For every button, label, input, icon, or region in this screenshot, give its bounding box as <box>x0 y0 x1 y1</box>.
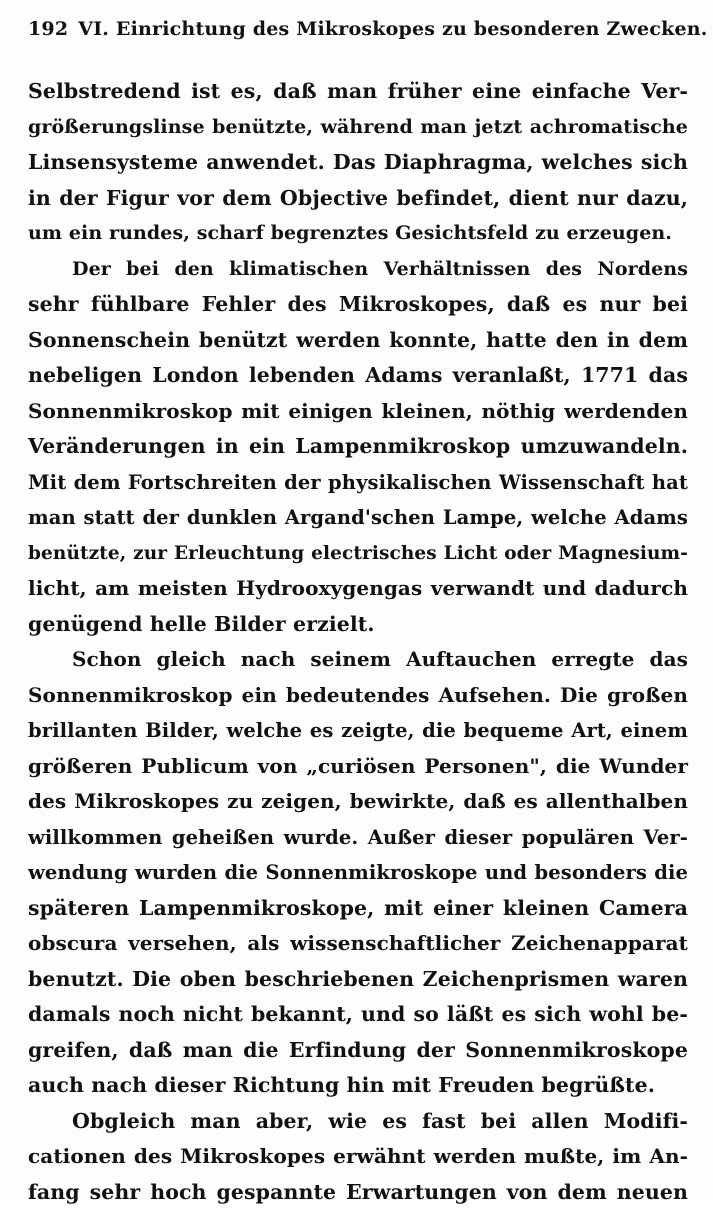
text-line: wendung wurden die Sonnenmikroskope und besonders die <box>28 855 688 891</box>
text-line: damals noch nicht bekannt, und so läßt es sich wohl be- <box>28 997 688 1033</box>
text-line: Sonnenmikroskop mit einigen kleinen, nöthig werdenden <box>28 394 688 430</box>
text-line: Linsensysteme anwendet. Das Diaphragma, welches sich <box>28 145 688 181</box>
text-line: späteren Lampenmikroskope, mit einer kleinen Camera <box>28 891 688 927</box>
text-line: man statt der dunklen Argand'schen Lampe, welche Adams <box>28 500 688 536</box>
text-line: Sonnenmikroskop ein bedeutendes Aufsehen. Die großen <box>28 678 688 714</box>
text-line: brillanten Bilder, welche es zeigte, die bequeme Art, einem <box>28 713 688 749</box>
text-line: benutzt. Die oben beschriebenen Zeichenprismen waren <box>28 962 688 998</box>
text-line: um ein rundes, scharf begrenztes Gesichtsfeld zu erzeugen. <box>28 216 688 252</box>
text-line: sehr fühlbare Fehler des Mikroskopes, daß es nur bei <box>28 287 688 323</box>
body-text <box>28 74 688 1210</box>
text-line: Der bei den klimatischen Verhältnissen des Nordens <box>28 252 688 288</box>
text-line: greifen, daß man die Erfindung der Sonnenmikroskope <box>28 1033 688 1069</box>
text-line: größeren Publicum von „curiösen Personen", die Wunder <box>28 749 688 785</box>
text-line: genügend helle Bilder erzielt. <box>28 607 688 643</box>
text-line: in der Figur vor dem Objective befindet, dient nur dazu, <box>28 181 688 217</box>
text-line: Mit dem Fortschreiten der physikalischen Wissenschaft hat <box>28 465 688 501</box>
text-line: nebeligen London lebenden Adams veranlaßt, 1771 das <box>28 358 688 394</box>
text-line: größerungslinse benützte, während man jetzt achromatische <box>28 110 688 146</box>
text-line: benützte, zur Erleuchtung electrisches Licht oder Magnesium- <box>28 536 688 572</box>
text-line: des Mikroskopes zu zeigen, bewirkte, daß es allenthalben <box>28 784 688 820</box>
text-line: Sonnenschein benützt werden konnte, hatte den in dem <box>28 323 688 359</box>
text-line: Veränderungen in ein Lampenmikroskop umzuwandeln. <box>28 429 688 465</box>
page-number: 192 <box>28 18 68 40</box>
text-line: licht, am meisten Hydrooxygengas verwandt und dadurch <box>28 571 688 607</box>
text-line: fang sehr hoch gespannte Erwartungen von dem neuen <box>28 1175 688 1210</box>
text-line: auch nach dieser Richtung hin mit Freuden begrüßte. <box>28 1068 688 1104</box>
text-line: Schon gleich nach seinem Auftauchen erregte das <box>28 642 688 678</box>
text-line: obscura versehen, als wissenschaftlicher Zeichenapparat <box>28 926 688 962</box>
text-line: cationen des Mikroskopes erwähnt werden mußte, im An- <box>28 1139 688 1175</box>
text-line: Obgleich man aber, wie es fast bei allen Modifi- <box>28 1104 688 1140</box>
text-line: willkommen geheißen wurde. Außer dieser populären Ver- <box>28 820 688 856</box>
running-head <box>28 14 688 44</box>
running-head-title: VI. Einrichtung des Mikroskopes zu besonderen Zwecken. <box>78 18 707 40</box>
text-line: Selbstredend ist es, daß man früher eine einfache Ver- <box>28 74 688 110</box>
